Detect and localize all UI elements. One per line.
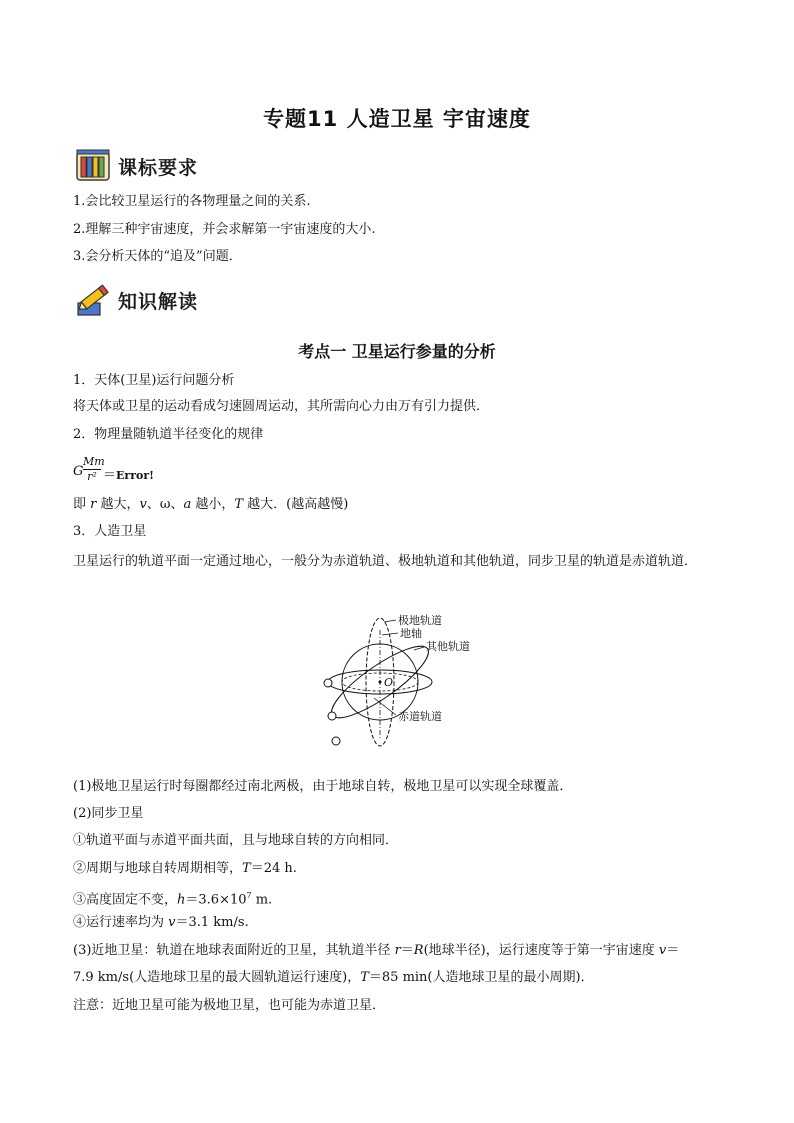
center-point bbox=[379, 681, 382, 684]
paragraph: 将天体或卫星的运动看成匀速圆周运动，其所需向心力由万有引力提供． bbox=[73, 399, 490, 414]
banner-knowledge bbox=[74, 280, 198, 320]
satellite bbox=[332, 737, 340, 745]
paragraph: ②周期与地球自转周期相等，T＝24 h. bbox=[73, 861, 297, 876]
formula-fraction bbox=[83, 455, 105, 484]
paragraph: (3)近地卫星：轨道在地球表面附近的卫星，其轨道半径 r＝R(地球半径)，运行速度等于第一宇宙速度 v＝ bbox=[73, 943, 680, 958]
paragraph: 3．人造卫星 bbox=[73, 524, 147, 539]
formula-rest bbox=[103, 464, 154, 483]
formula-error: Error! bbox=[116, 469, 154, 482]
formula-g: G bbox=[73, 464, 84, 479]
paragraph: ③高度固定不变，$h=3.6\times 10^7$ m. bbox=[73, 891, 273, 908]
label-other-orbit: 其他轨道 bbox=[426, 640, 470, 653]
leader-line bbox=[382, 633, 398, 635]
paragraph: 7.9 km/s(人造地球卫星的最大圆轨道运行速度)，T＝85 min(人造地球卫星的最小周期)． bbox=[73, 970, 594, 985]
orbit-diagram bbox=[314, 608, 470, 768]
banner-course-requirements bbox=[74, 146, 198, 186]
formula-equals: ＝ bbox=[103, 468, 117, 483]
page-title: 专题11 人造卫星 宇宙速度 bbox=[263, 107, 531, 131]
paragraph: (1)极地卫星运行时每圈都经过南北两极，由于地球自转，极地卫星可以实现全球覆盖． bbox=[73, 779, 573, 794]
section-title: 考点一 卫星运行参量的分析 bbox=[298, 342, 496, 361]
paragraph: ①轨道平面与赤道平面共面，且与地球自转的方向相同． bbox=[73, 833, 399, 848]
label-earth-axis: 地轴 bbox=[400, 627, 422, 640]
satellite bbox=[324, 679, 332, 687]
label-equatorial-orbit: 赤道轨道 bbox=[398, 710, 442, 723]
bookshelf-icon bbox=[74, 148, 112, 184]
paragraph: 即 r 越大，v、ω、a 越小，T 越大．(越高越慢) bbox=[73, 497, 349, 512]
requirement-item: 1.会比较卫星运行的各物理量之间的关系. bbox=[73, 194, 311, 209]
formula-denominator: r² bbox=[87, 470, 97, 483]
requirement-item: 3.会分析天体的“追及”问题． bbox=[73, 249, 242, 264]
leader-line bbox=[414, 647, 424, 650]
paragraph: 注意：近地卫星可能为极地卫星，也可能为赤道卫星． bbox=[73, 998, 386, 1013]
paragraph: (2)同步卫星 bbox=[73, 806, 144, 821]
leader-line bbox=[384, 620, 396, 622]
banner-label: 知识解读 bbox=[118, 290, 199, 313]
label-polar-orbit: 极地轨道 bbox=[398, 614, 442, 627]
formula-numerator: Mm bbox=[83, 455, 105, 468]
paragraph: 2．物理量随轨道半径变化的规律 bbox=[73, 427, 264, 442]
satellite bbox=[328, 712, 336, 720]
banner-label: 课标要求 bbox=[118, 156, 199, 179]
center-label: O bbox=[384, 676, 394, 689]
pencil-icon bbox=[74, 281, 112, 319]
paragraph: ④运行速率均为 v＝3.1 km/s. bbox=[73, 915, 249, 930]
paragraph: 卫星运行的轨道平面一定通过地心，一般分为赤道轨道、极地轨道和其他轨道，同步卫星的轨道是赤道轨道． bbox=[73, 554, 698, 569]
paragraph: 1．天体(卫星)运行问题分析 bbox=[73, 373, 235, 388]
requirement-item: 2.理解三种宇宙速度，并会求解第一宇宙速度的大小. bbox=[73, 222, 376, 237]
